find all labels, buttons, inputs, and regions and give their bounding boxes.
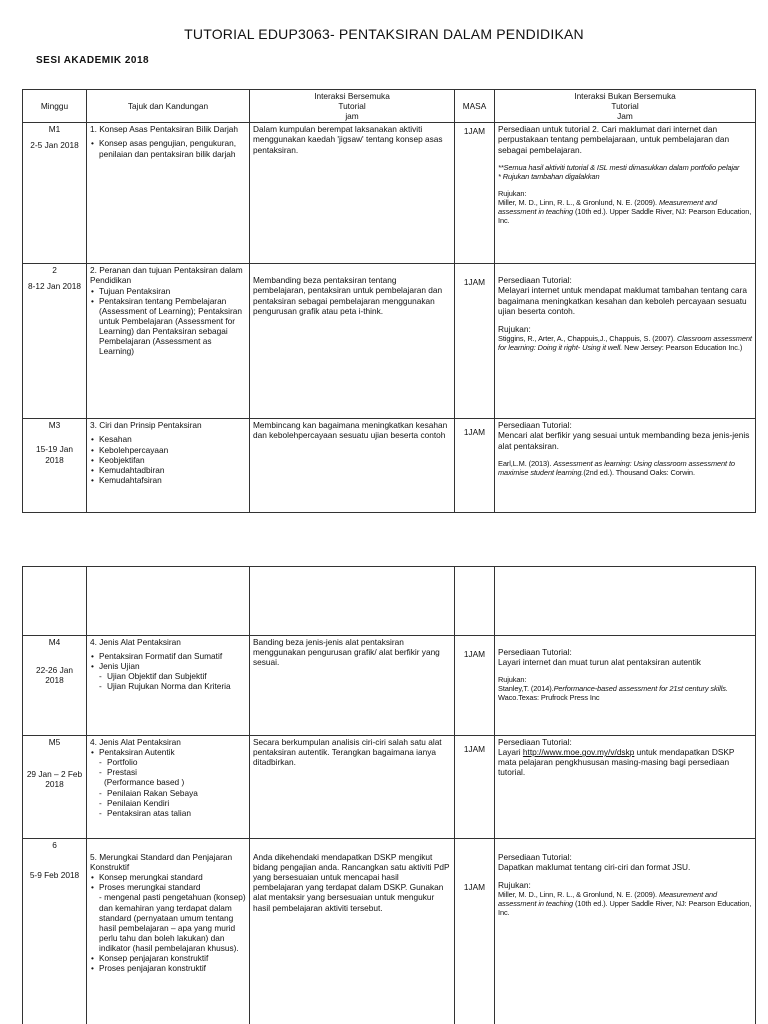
- table-row: [23, 636, 756, 736]
- activity-cell: Dalam kumpulan berempat laksanakan aktiviti menggunakan kaedah 'jigsaw' tentang konsep asas pentaksiran.: [250, 123, 455, 264]
- table-row: [23, 264, 756, 419]
- header-tajuk: Tajuk dan Kandungan: [87, 90, 250, 123]
- activity-cell: Secara berkumpulan analisis ciri-ciri salah satu alat pentaksiran autentik. Terangkan bagaimana ianya ditadbirkan.: [250, 736, 455, 839]
- activity-cell: Banding beza jenis-jenis alat pentaksiran menggunakan pengurusan grafik/ alat berfikir yang sesuai.: [250, 636, 455, 736]
- activity-cell: Membanding beza pentaksiran tentang pembelajaran, pentaksiran untuk pembelajaran dan pentaksiran sebagai pembelajaran menggunakan pengurusan grafik atau peta i-think.: [250, 264, 455, 419]
- table-row: [23, 839, 756, 1024]
- activity-cell: Membincang kan bagaimana meningkatkan kesahan dan kebolehpercayaan sesuatu ujian beserta contoh: [250, 419, 455, 513]
- week-cell: M3 15-19 Jan 2018: [23, 419, 87, 513]
- prep-cell: Persediaan Tutorial: Layari internet dan muat turun alat pentaksiran autentik Rujukan: Stanley,T. (2014).Performance-based assessment for 21st century skills. Waco.Texas: Prufrock Press Inc: [495, 636, 756, 736]
- dskp-link[interactable]: http://www.moe.gov.my/v/dskp: [522, 747, 635, 758]
- header-minggu: Minggu: [23, 90, 87, 123]
- header-interaksi-bukan-bersemuka: Interaksi Bukan Bersemuka Tutorial Jam: [495, 90, 756, 123]
- table-row: [23, 419, 756, 513]
- activity-cell: Anda dikehendaki mendapatkan DSKP mengikut bidang pengajian anda. Rancangkan satu aktiviti PdP yang bersesuaian untuk mencapai hasil pembelajaran yang terdapat dalam DSKP. Gunakan alat mentaksir yang bersesuaian untuk mengukur hasil pembelajaran aktiviti tersebut.: [250, 839, 455, 1024]
- header-interaksi-bersemuka: Interaksi Bersemuka Tutorial jam: [250, 90, 455, 123]
- prep-cell: Persediaan Tutorial: Dapatkan maklumat tentang ciri-ciri dan format JSU. Rujukan: Miller, M. D., Linn, R. L., & Gronlund, N. E. (2009). Measurement and assessment in teaching (10th ed.). Upper Saddle River, NJ: Pearson Education, Inc.: [495, 839, 756, 1024]
- topic-cell: 4. Jenis Alat Pentaksiran • Pentaksiran Formatif dan Sumatif • Jenis Ujian - Ujian Objektif dan Subjektif - Ujian Rujukan Norma dan Kriteria: [87, 636, 250, 736]
- table-header-row: [23, 90, 756, 123]
- topic-cell: 5. Merungkai Standard dan Penjajaran Konstruktif • Konsep merungkai standard • Proses merungkai standard - mengenal pasti pengetahuan (konsep) dan kemahiran yang terdapat dalam standard (pernyataan umum tentang hasil pembelajaran – apa yang murid perlu tahu dan boleh lakukan) dan indikator (hasil pembelajaran khusus). • Konsep penjajaran konstruktif • Proses penjajaran konstruktif: [87, 839, 250, 1024]
- schedule-table-1: [22, 89, 756, 513]
- topic-cell: 4. Jenis Alat Pentaksiran • Pentaksiran Autentik - Portfolio - Prestasi (Performance based ) - Penilaian Rakan Sebaya - Penilaian Kendiri - Pentaksiran atas talian: [87, 736, 250, 839]
- academic-session: SESI AKADEMIK 2018: [36, 55, 150, 66]
- week-cell: M5 29 Jan – 2 Feb 2018: [23, 736, 87, 839]
- week-cell: 2 8-12 Jan 2018: [23, 264, 87, 419]
- header-masa: MASA: [455, 90, 495, 123]
- table-row: [23, 736, 756, 839]
- masa-cell: 1JAM: [455, 736, 495, 839]
- prep-cell: Persediaan Tutorial: Mencari alat berfikir yang sesuai untuk membanding beza jenis-jenis alat pentaksiran. Earl,L.M. (2013). Assessment as learning: Using classroom assessment to maximise student learning.(2nd ed.). Thousand Oaks: Corwin.: [495, 419, 756, 513]
- topic-cell: 3. Ciri dan Prinsip Pentaksiran • Kesahan • Kebolehpercayaan • Keobjektifan • Kemudahtadbiran • Kemudahtafsiran: [87, 419, 250, 513]
- schedule-table-2: [22, 566, 756, 1024]
- masa-cell: 1JAM: [455, 264, 495, 419]
- table-row: [23, 123, 756, 264]
- masa-cell: 1JAM: [455, 419, 495, 513]
- topic-cell: 2. Peranan dan tujuan Pentaksiran dalam Pendidikan • Tujuan Pentaksiran • Pentaksiran tentang Pembelajaran (Assessment of Learning); Pentaksiran untuk Pembelajaran (Assessment for Learning) dan Pentaksiran sebagai Pembelajaran (Assessment as Learning): [87, 264, 250, 419]
- topic-cell: 1. Konsep Asas Pentaksiran Bilik Darjah • Konsep asas pengujian, pengukuran, penilaian dan pentaksiran bilik darjah: [87, 123, 250, 264]
- masa-cell: 1JAM: [455, 123, 495, 264]
- empty-row: [23, 567, 756, 636]
- page-title: TUTORIAL EDUP3063- PENTAKSIRAN DALAM PENDIDIKAN: [184, 26, 584, 42]
- prep-cell: Persediaan Tutorial: Melayari internet untuk mendapat maklumat tambahan tentang cara bagaimana meningkatkan kesahan dan keboleh percayaan sesuatu ujian beserta contoh. Rujukan: Stiggins, R., Arter, A., Chappuis,J., Chappuis, S. (2007). Classroom assessment for learning: Doing it right- Using it well. New Jersey: Pearson Education Inc.): [495, 264, 756, 419]
- week-cell: 6 5-9 Feb 2018: [23, 839, 87, 1024]
- week-cell: M1 2-5 Jan 2018: [23, 123, 87, 264]
- week-cell: M4 22-26 Jan 2018: [23, 636, 87, 736]
- prep-cell: Persediaan Tutorial: Layari http://www.moe.gov.my/v/dskp untuk mendapatkan DSKP mata pelajaran pengkhususan masing-masing bagi persediaan tutorial.: [495, 736, 756, 839]
- masa-cell: 1JAM: [455, 636, 495, 736]
- masa-cell: 1JAM: [455, 839, 495, 1024]
- prep-cell: Persediaan untuk tutorial 2. Cari maklumat dari internet dan perpustakaan tentang pembelajaraan, untuk pembelajaran dan sebagai pembelajaran. **Semua hasil aktiviti tutorial & ISL mesti dimasukkan dalam portfolio pelajar * Rujukan tambahan digalakkan Rujukan: Miller, M. D., Linn, R. L., & Gronlund, N. E. (2009). Measurement and assessment in teaching (10th ed.). Upper Saddle River, NJ: Pearson Education, Inc.: [495, 123, 756, 264]
